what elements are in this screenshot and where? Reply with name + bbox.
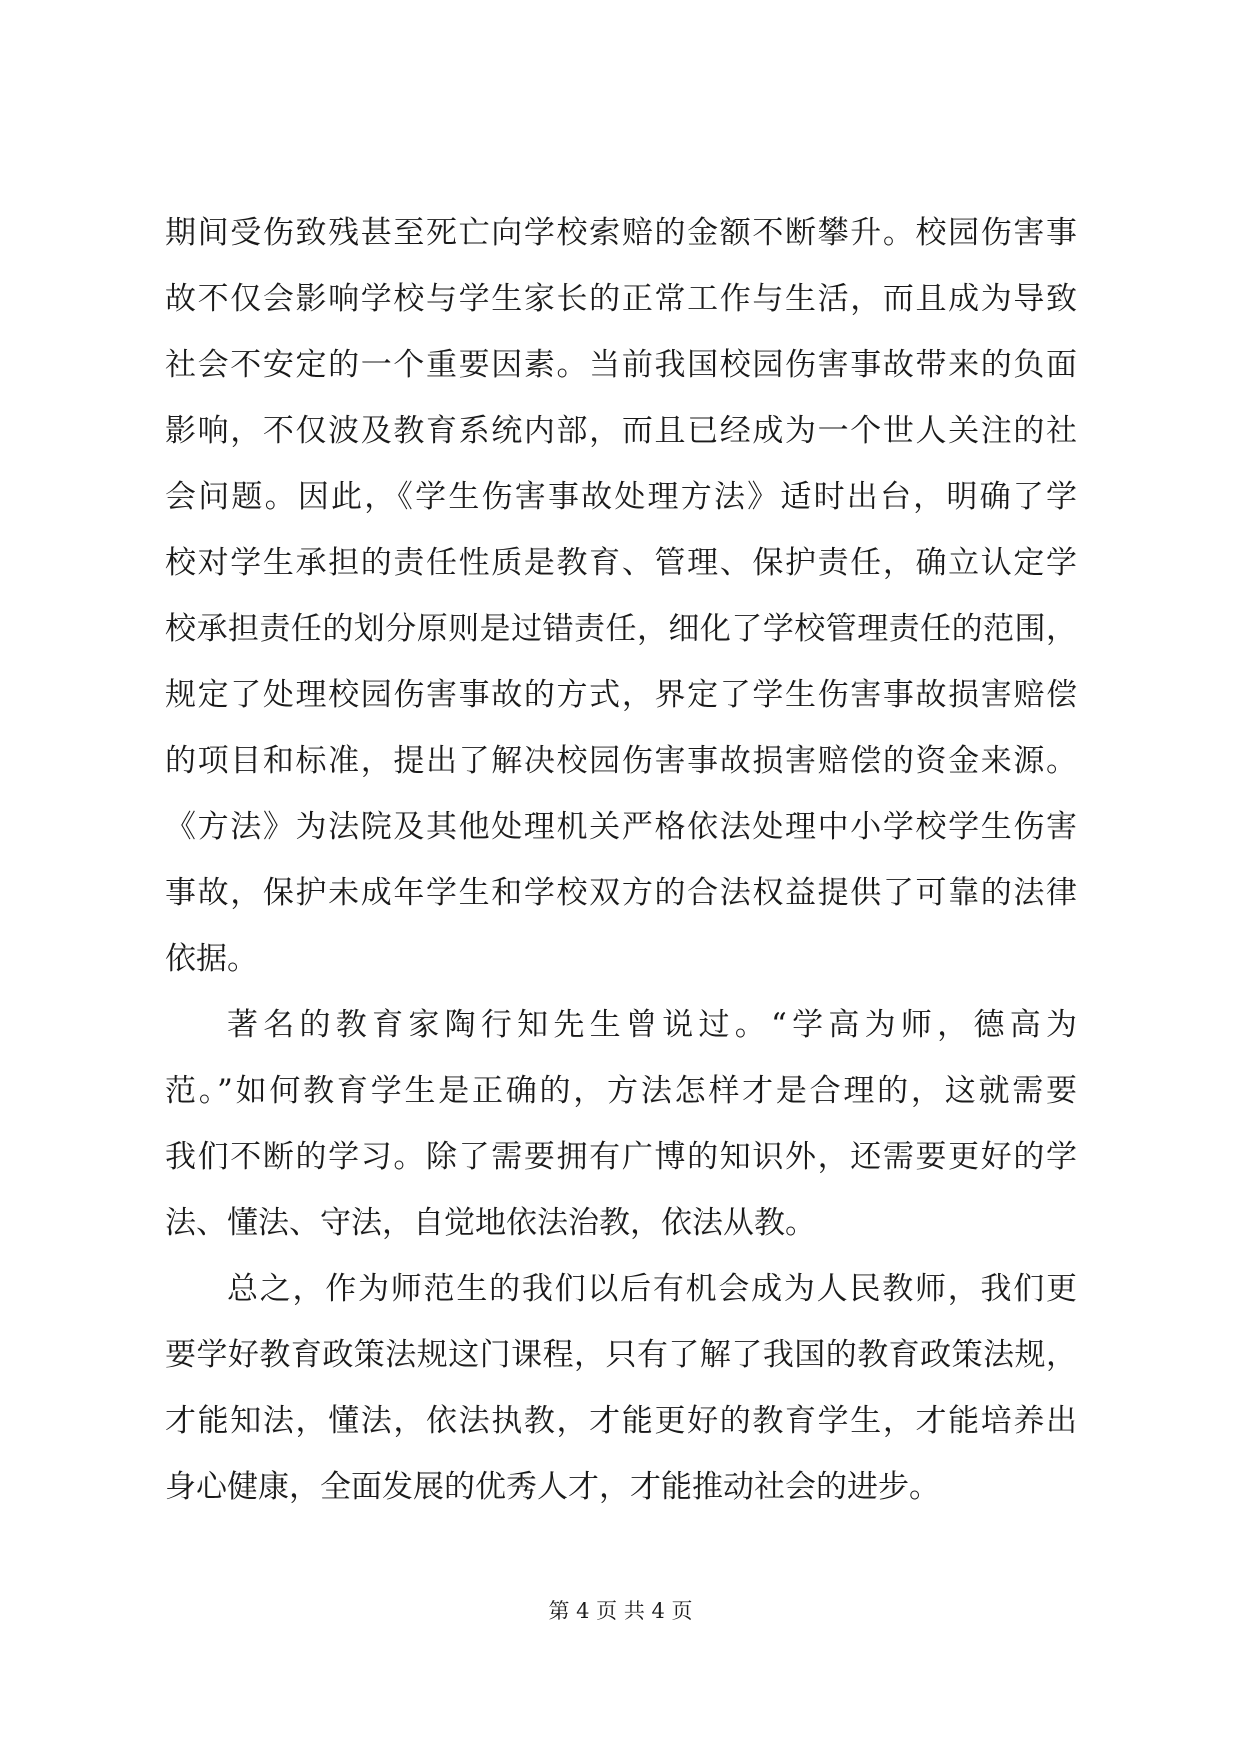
text-line: 著名的教育家陶行知先生曾说过。“学高为师，德高为 xyxy=(227,1007,1077,1043)
text-line: 要学好教育政策法规这门课程，只有了解了我国的教育政策法规， xyxy=(165,1337,1077,1373)
text-line: 范。”如何教育学生是正确的，方法怎样才是合理的，这就需要 xyxy=(165,1073,1077,1109)
text-line: 事故，保护未成年学生和学校双方的合法权益提供了可靠的法律 xyxy=(165,875,1077,911)
page-number-label: 第 4 页 共 4 页 xyxy=(548,1599,693,1623)
text-line: 校承担责任的划分原则是过错责任，细化了学校管理责任的范围， xyxy=(165,611,1077,647)
text-line: 社会不安定的一个重要因素。当前我国校园伤害事故带来的负面 xyxy=(165,347,1077,383)
page-footer xyxy=(0,1595,1241,1625)
paragraph-1 xyxy=(165,200,1077,992)
text-line: 《方法》为法院及其他处理机关严格依法处理中小学校学生伤害 xyxy=(165,809,1077,845)
text-line: 校对学生承担的责任性质是教育、管理、保护责任，确立认定学 xyxy=(165,545,1077,581)
paragraph-2 xyxy=(165,992,1077,1256)
text-line: 故不仅会影响学校与学生家长的正常工作与生活，而且成为导致 xyxy=(165,281,1077,317)
text-line: 总之，作为师范生的我们以后有机会成为人民教师，我们更 xyxy=(227,1271,1077,1307)
text-line: 的项目和标准，提出了解决校园伤害事故损害赔偿的资金来源。 xyxy=(165,743,1077,779)
text-line: 影响，不仅波及教育系统内部，而且已经成为一个世人关注的社 xyxy=(165,413,1077,449)
text-line: 会问题。因此，《学生伤害事故处理方法》适时出台，明确了学 xyxy=(165,479,1077,515)
text-line: 法、懂法、守法，自觉地依法治教，依法从教。 xyxy=(165,1205,816,1241)
text-line: 才能知法，懂法，依法执教，才能更好的教育学生，才能培养出 xyxy=(165,1403,1077,1439)
text-line: 我们不断的学习。除了需要拥有广博的知识外，还需要更好的学 xyxy=(165,1139,1077,1175)
text-line: 身心健康，全面发展的优秀人才，才能推动社会的进步。 xyxy=(165,1469,940,1505)
text-line: 依据。 xyxy=(165,941,258,977)
body-text xyxy=(165,200,1077,1520)
text-line: 规定了处理校园伤害事故的方式，界定了学生伤害事故损害赔偿 xyxy=(165,677,1077,713)
paragraph-3 xyxy=(165,1256,1077,1520)
text-line: 期间受伤致残甚至死亡向学校索赔的金额不断攀升。校园伤害事 xyxy=(165,215,1077,251)
